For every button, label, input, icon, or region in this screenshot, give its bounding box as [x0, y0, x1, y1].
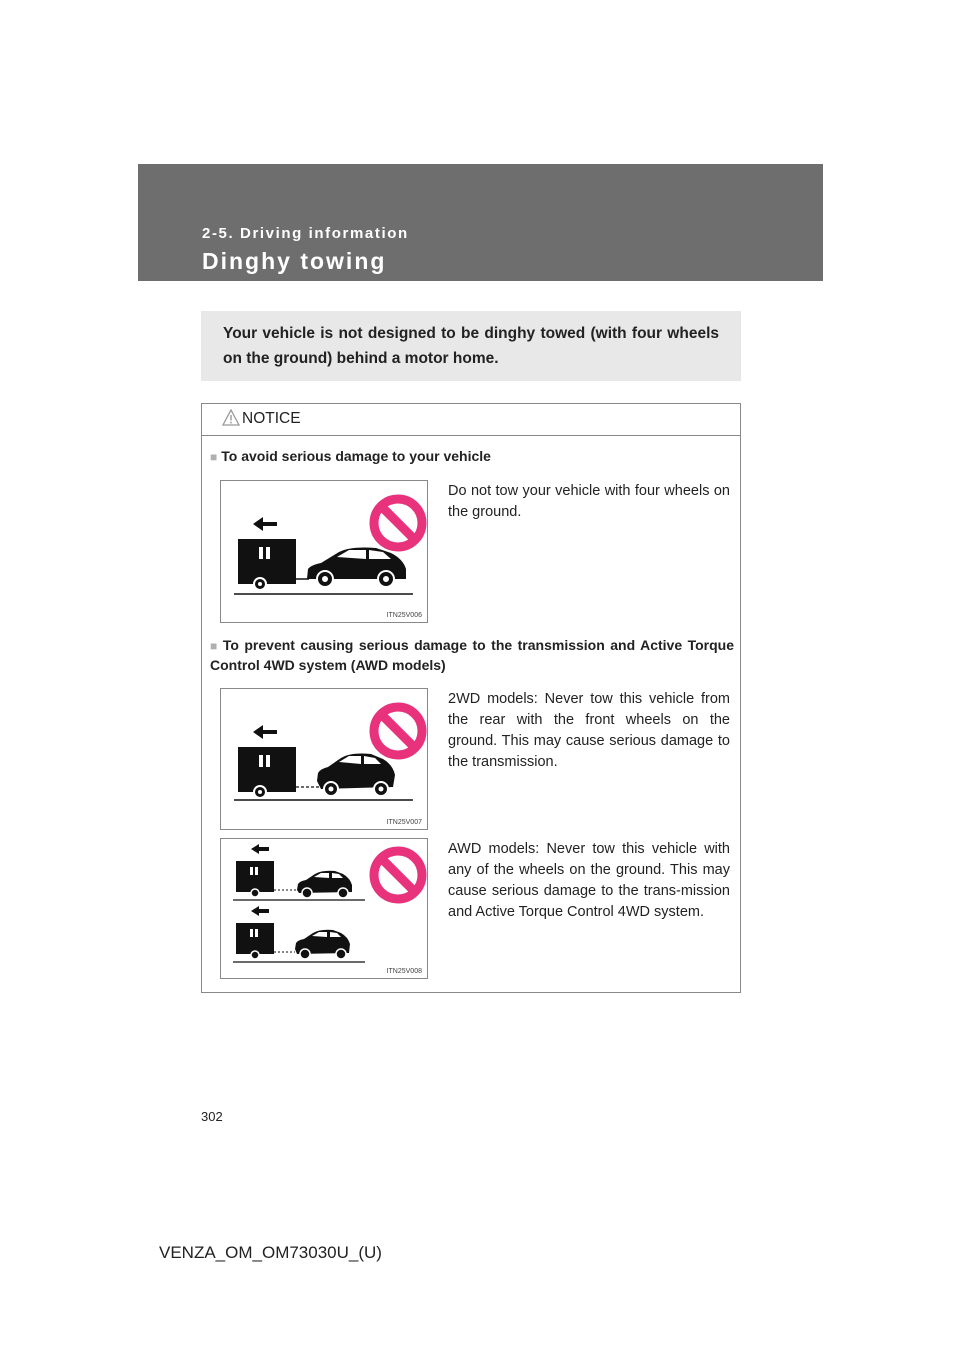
- tow-direction-arrow-icon: [251, 844, 269, 854]
- figure-caption: ITN25V008: [386, 968, 422, 975]
- page-title: Dinghy towing: [202, 248, 387, 274]
- notice-heading-text: To prevent causing serious damage to the transmission and Active Torque Control 4WD system (AWD models): [210, 637, 735, 673]
- motor-home-icon: [238, 747, 296, 798]
- document-code: VENZA_OM_OM73030U_(U): [159, 1243, 382, 1262]
- figure-awd: [220, 838, 428, 979]
- awd-tow-illustration: [221, 839, 427, 978]
- prohibition-icon: [374, 707, 422, 755]
- towed-car-icon: [307, 548, 406, 588]
- towed-car-icon: [297, 871, 352, 898]
- section-label: 2-5. Driving information: [202, 225, 409, 242]
- tow-direction-arrow-icon: [253, 517, 277, 531]
- square-bullet-icon: ■: [210, 450, 218, 464]
- towed-car-icon: [295, 930, 350, 959]
- figure-description: Do not tow your vehicle with four wheels on the ground.: [448, 483, 730, 520]
- figure-description: 2WD models: Never tow this vehicle from the rear with the front wheels on the ground. This may cause serious damage to the transmission.: [448, 691, 730, 770]
- tow-direction-arrow-icon: [253, 725, 277, 739]
- figure-four-wheels: [220, 480, 428, 623]
- chapter-header: [138, 164, 823, 281]
- prohibition-icon: [374, 499, 422, 547]
- intro-box: Your vehicle is not designed to be dinghy towed (with four wheels on the ground) behind a motor home.: [201, 311, 741, 381]
- notice-heading-text: To avoid serious damage to your vehicle: [221, 448, 491, 464]
- notice-header: [202, 404, 740, 436]
- notice-label: NOTICE: [242, 410, 301, 427]
- prohibition-icon: [374, 851, 422, 899]
- notice-heading-2: [210, 636, 734, 675]
- figure-caption: ITN25V006: [386, 612, 422, 619]
- page-number: 302: [201, 1109, 223, 1124]
- towed-car-icon: [317, 754, 395, 797]
- motor-home-icon: [238, 539, 296, 590]
- square-bullet-icon: ■: [210, 639, 219, 653]
- motor-home-icon: [236, 861, 274, 897]
- tow-direction-arrow-icon: [251, 906, 269, 916]
- figure-caption: ITN25V007: [386, 819, 422, 826]
- front-wheels-tow-illustration: [221, 689, 427, 829]
- warning-triangle-icon: [222, 409, 240, 426]
- notice-heading-1: [210, 447, 734, 467]
- figure-2wd: [220, 688, 428, 830]
- motor-home-icon: [236, 923, 274, 959]
- figure-description: AWD models: Never tow this vehicle with any of the wheels on the ground. This may cause serious damage to the trans-mission and Active Torque Control 4WD system.: [448, 841, 730, 920]
- notice-box: [201, 403, 741, 993]
- dinghy-tow-illustration: [221, 481, 427, 622]
